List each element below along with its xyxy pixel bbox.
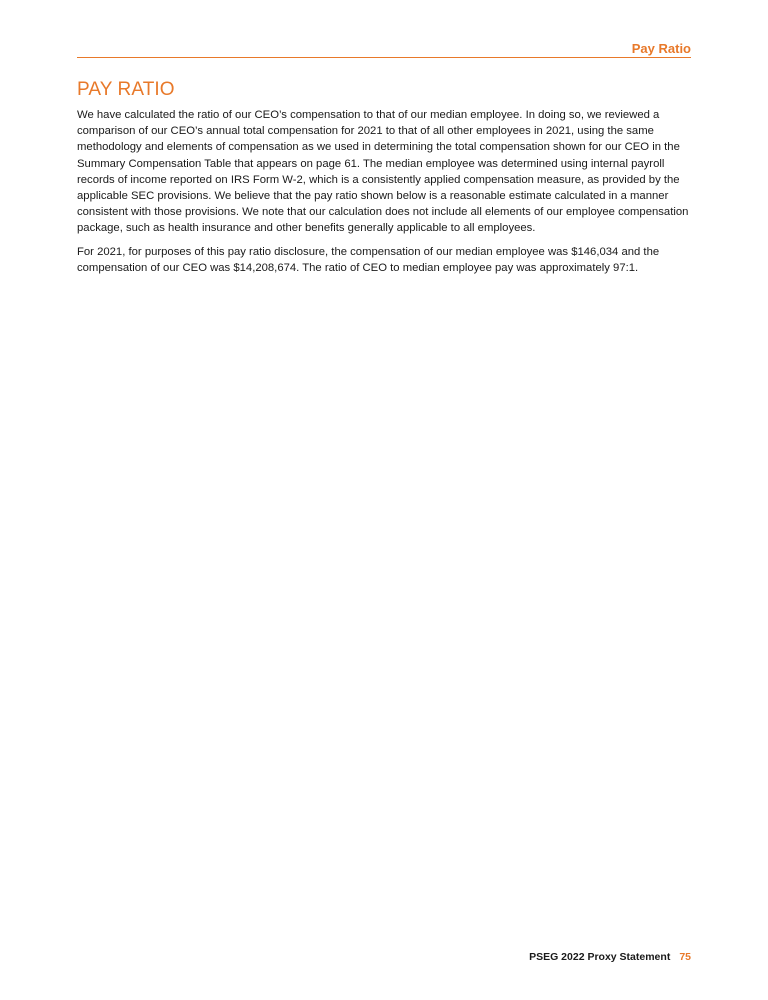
footer-page-number: 75 xyxy=(679,951,691,963)
body-paragraph-methodology: We have calculated the ratio of our CEO’s compensation to that of our median employee. In doing so, we reviewed a comparison of our CEO’s annual total compensation for 2021 to that of all other employees in 2021, using the same methodology and elements of compensation as we used in determining the total compensation shown for our CEO in the Summary Compensation Table that appears on page 61. The median employee was determined using internal payroll records of income reported on IRS Form W-2, which is a consistently applied compensation measure, as provided by the applicable SEC provisions. We believe that the pay ratio shown below is a reasonable estimate calculated in a manner consistent with those provisions. We note that our calculation does not include all elements of our employee compensation package, such as health insurance and other benefits generally applicable to all employees. xyxy=(77,109,689,235)
header-section-title: Pay Ratio xyxy=(631,41,691,56)
footer-document-title: PSEG 2022 Proxy Statement xyxy=(529,951,671,963)
page-footer xyxy=(529,950,691,964)
section-heading: PAY RATIO xyxy=(77,79,175,100)
page-header xyxy=(77,41,691,58)
main-content xyxy=(77,79,692,276)
body-paragraph-ratio: For 2021, for purposes of this pay ratio disclosure, the compensation of our median employee was $146,034 and the compensation of our CEO was $14,208,674. The ratio of CEO to median employee pay was approximately 97:1. xyxy=(77,245,660,274)
